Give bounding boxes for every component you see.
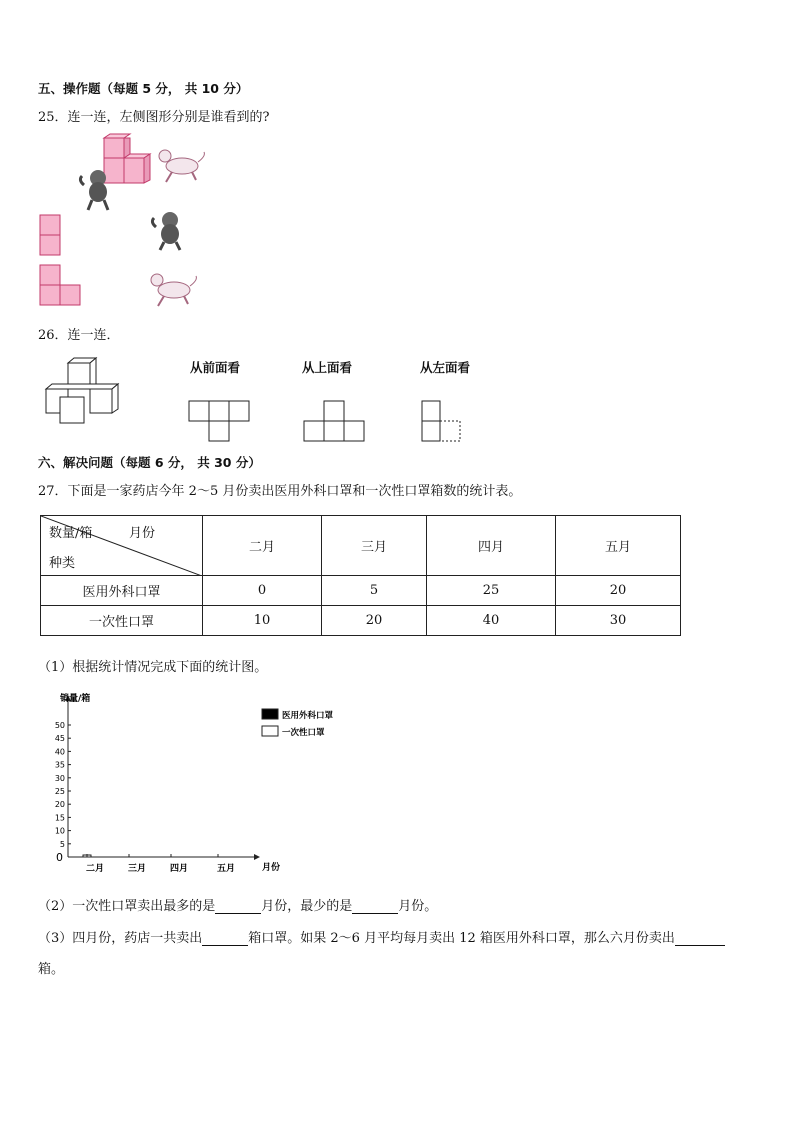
stat-table bbox=[40, 515, 681, 636]
answer-blank[interactable] bbox=[215, 899, 261, 914]
y-tick-label: 35 bbox=[54, 760, 65, 770]
view-shape-l bbox=[40, 265, 80, 305]
legend-swatch bbox=[262, 726, 278, 736]
table-cell: 30 bbox=[556, 606, 681, 636]
x-tick-label: 二月 bbox=[85, 864, 105, 874]
view-label-top: 从上面看 bbox=[302, 360, 353, 375]
q25-figure bbox=[30, 130, 220, 315]
cube-stack bbox=[104, 134, 150, 183]
month-header: 四月 bbox=[427, 516, 556, 576]
sub3-part-b: 箱口罩。如果 2～6 月平均每月卖出 12 箱医用外科口罩，那么六月份卖出 bbox=[248, 931, 675, 946]
x-tick-label: 三月 bbox=[127, 864, 147, 874]
legend-swatch bbox=[262, 709, 278, 719]
sub3-part-c: 箱。 bbox=[38, 962, 65, 977]
table-cell: 40 bbox=[427, 606, 556, 636]
y-tick-label: 15 bbox=[54, 813, 65, 823]
row-label: 医用外科口罩 bbox=[41, 576, 203, 606]
dog-icon-2 bbox=[151, 274, 196, 306]
sub-question-2 bbox=[38, 895, 437, 914]
row-label: 一次性口罩 bbox=[41, 606, 203, 636]
table-cell: 5 bbox=[322, 576, 427, 606]
y-tick-label: 5 bbox=[59, 839, 65, 849]
answer-blank[interactable] bbox=[675, 931, 725, 946]
x-axis-label: 月份 bbox=[262, 863, 281, 873]
section-6-title: 六、解决问题（每题 6 分， 共 30 分） bbox=[38, 455, 261, 470]
monkey-icon-2 bbox=[152, 212, 180, 250]
question-26-text: 26．连一连． bbox=[38, 328, 120, 343]
table-cell: 10 bbox=[203, 606, 322, 636]
answer-blank[interactable] bbox=[202, 931, 248, 946]
month-header: 三月 bbox=[322, 516, 427, 576]
section-5-title: 五、操作题（每题 5 分， 共 10 分） bbox=[38, 81, 249, 96]
sub2-part-c: 月份。 bbox=[398, 899, 438, 914]
header-kind: 种类 bbox=[49, 556, 76, 571]
dog-icon bbox=[159, 150, 204, 182]
bar-chart bbox=[40, 685, 370, 880]
header-month: 月份 bbox=[129, 526, 156, 541]
view-label-left: 从左面看 bbox=[420, 360, 471, 375]
table-cell: 0 bbox=[203, 576, 322, 606]
header-quantity: 数量/箱 bbox=[49, 526, 93, 541]
y-tick-label: 0 bbox=[56, 851, 63, 864]
table-header-row bbox=[41, 516, 681, 576]
month-header: 二月 bbox=[203, 516, 322, 576]
q26-view-shapes bbox=[185, 395, 475, 447]
y-tick-label: 25 bbox=[54, 787, 65, 796]
x-axis-arrow bbox=[254, 854, 260, 860]
y-axis-label: 销量/箱 bbox=[60, 694, 91, 704]
x-tick-label: 四月 bbox=[169, 864, 189, 874]
monkey-icon bbox=[80, 170, 108, 210]
table-cell: 25 bbox=[427, 576, 556, 606]
month-header: 五月 bbox=[556, 516, 681, 576]
y-tick-label: 40 bbox=[54, 747, 65, 757]
table-cell: 20 bbox=[556, 576, 681, 606]
q26-cube-figure bbox=[40, 355, 120, 430]
view-label-front: 从前面看 bbox=[190, 360, 241, 375]
x-tick-label: 五月 bbox=[216, 864, 236, 874]
table-row bbox=[41, 576, 681, 606]
sub3-part-a: （3）四月份，药店一共卖出 bbox=[38, 931, 203, 946]
legend-label: 一次性口罩 bbox=[282, 728, 325, 738]
view-shape-column bbox=[40, 215, 60, 255]
table-cell: 20 bbox=[322, 606, 427, 636]
y-tick-label: 50 bbox=[54, 721, 65, 730]
question-25-text: 25．连一连，左侧图形分别是谁看到的? bbox=[38, 110, 270, 125]
y-tick-label: 45 bbox=[54, 734, 65, 744]
table-row bbox=[41, 606, 681, 636]
y-tick-label: 10 bbox=[54, 826, 65, 836]
sub-question-1: （1）根据统计情况完成下面的统计图。 bbox=[38, 660, 268, 675]
question-27-text: 27．下面是一家药店今年 2～5 月份卖出医用外科口罩和一次性口罩箱数的统计表。 bbox=[38, 484, 522, 499]
y-tick-label: 20 bbox=[54, 800, 65, 810]
sub2-part-a: （2）一次性口罩卖出最多的是 bbox=[38, 899, 216, 914]
sub-question-3 bbox=[38, 927, 725, 946]
y-tick-label: 30 bbox=[54, 773, 65, 783]
diagonal-header-cell bbox=[41, 516, 203, 576]
legend-label: 医用外科口罩 bbox=[282, 711, 334, 721]
sub2-part-b: 月份，最少的是 bbox=[261, 899, 353, 914]
answer-blank[interactable] bbox=[352, 899, 398, 914]
